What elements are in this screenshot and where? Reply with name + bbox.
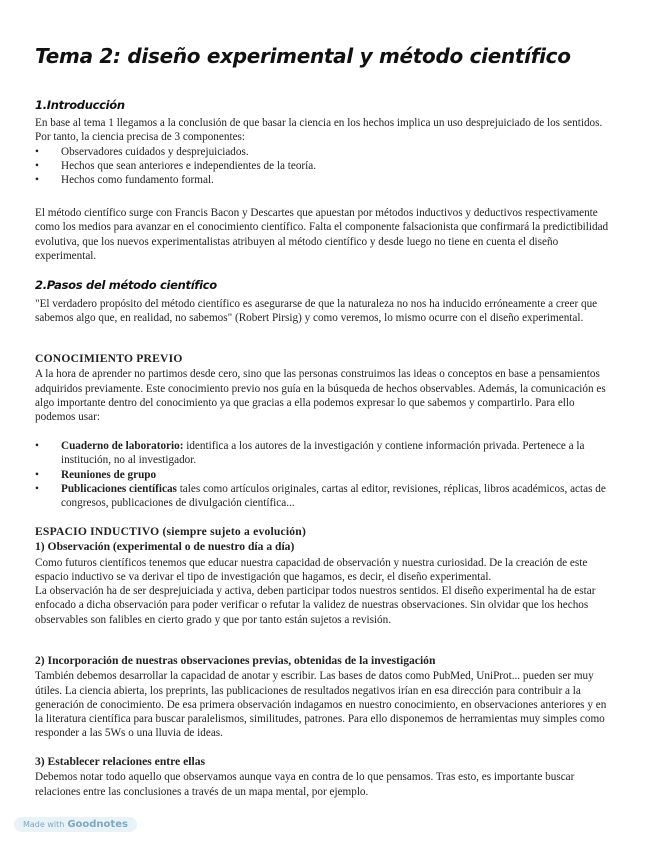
pirsig-quote: "El verdadero propósito del método científico es asegurarse de que la naturaleza no nos ha inducido erróneamente a creer que sabemos algo que, en realidad, no sabemos" (Robert Pirsig) y como veremos, lo mismo ocurre con el diseño experimental. — [35, 298, 598, 325]
observation-heading: 1) Observación (experimental o de nuestro día a día) — [35, 540, 295, 554]
goodnotes-badge — [14, 817, 137, 832]
tool-term: Cuaderno de laboratorio: — [61, 440, 184, 452]
steps-section — [35, 278, 615, 326]
steps-heading: 2.Pasos del método científico — [35, 278, 217, 292]
list-item: • Hechos como fundamento formal. — [61, 173, 615, 187]
page-title: Tema 2: diseño experimental y método científico — [35, 44, 571, 68]
intro-paragraph-2-block — [35, 206, 615, 263]
goodnotes-logo: Goodnotes — [67, 819, 128, 830]
intro-paragraph-1: En base al tema 1 llegamos a la conclusión de que basar la ciencia en los hechos implica un uso desprejuiciado de los sentidos. Por tanto, la ciencia precisa de 3 componentes: — [35, 117, 603, 144]
intro-section — [35, 98, 615, 187]
relations-heading: 3) Establecer relaciones entre ellas — [35, 755, 205, 768]
prior-knowledge-section — [35, 352, 615, 424]
tool-term: Publicaciones científicas — [61, 482, 177, 495]
made-with-label: Made with — [23, 820, 65, 829]
observation-paragraph-2: La observación ha de ser desprejuiciada y activa, deben participar todos nuestros sentidos. El diseño experimental ha de estar enfocado a dicha observación para poder verificar o refutar la validez de nuestras observaciones. Sin olvidar que los hechos observables son falibles en cierto grado y que por tanto están sujetos a revisión. — [35, 585, 596, 626]
list-item: • Hechos que sean anteriores e independientes de la teoría. — [61, 159, 615, 173]
tools-list — [35, 439, 615, 510]
prior-knowledge-paragraph: A la hora de aprender no partimos desde cero, sino que las personas construimos las ideas o conceptos en base a pensamientos adquiridos previamente. Este conocimiento previo nos guía en la búsqueda de hechos observables. Además, la comunicación es algo importante dentro del conocimiento ya que gracias a ella podemos expresar lo que sabemos y compartirlo. Para ello podemos usar: — [35, 368, 606, 424]
list-item — [61, 482, 615, 511]
list-item — [61, 439, 615, 468]
intro-heading: 1.Introducción — [35, 98, 125, 112]
intro-paragraph-2: El método científico surge con Francis Bacon y Descartes que apuestan por métodos inductivos y deductivos respectivamente como los medios para avanzar en el conocimiento científico. Falta el componente falsacionista que confirmará la predictibilidad evolutiva, que los nuevos experimentalistas atribuyen al método científico y desde luego no tiene en cuenta el diseño experimental. — [35, 207, 609, 262]
list-item — [61, 468, 615, 482]
incorporation-heading: 2) Incorporación de nuestras observaciones previas, obtenidas de la investigación — [35, 654, 436, 667]
tool-term: Reuniones de grupo — [61, 468, 157, 481]
inductive-heading: ESPACIO INDUCTIVO (siempre sujeto a evolución) — [35, 525, 307, 538]
inductive-section — [35, 525, 615, 627]
communication-tools — [35, 439, 615, 510]
incorporation-section — [35, 654, 615, 741]
tool-description: tales como artículos originales, cartas al editor, revisiones, réplicas, libros académicos, actas de congresos, publicaciones de divulgación científica... — [61, 482, 606, 510]
components-list — [35, 145, 615, 188]
list-item: • Observadores cuidados y desprejuiciados. — [61, 145, 615, 159]
relations-paragraph: Debemos notar todo aquello que observamos aunque vaya en contra de lo que pensamos. Tras esto, es importante buscar relaciones entre las conclusiones a través de un mapa mental, por ejemplo. — [35, 771, 575, 798]
observation-paragraph-1: Como futuros científicos tenemos que educar nuestra capacidad de observación y nuestra curiosidad. De la creación de este espacio inductivo se va derivar el tipo de investigación que hagamos, es decir, el diseño experimental. — [35, 556, 588, 583]
prior-knowledge-heading: CONOCIMIENTO PREVIO — [35, 352, 183, 365]
incorporation-paragraph: También debemos desarrollar la capacidad de anotar y escribir. Las bases de datos como PubMed, UniProt... pueden ser muy útiles. La ciencia abierta, los preprints, las publicaciones de resultados negativos irían en esa dirección para contribuir a la generación de conocimiento. De esa primera observación indagamos en nuestro conocimiento, en observaciones anteriores y en la literatura científica para buscar paralelismos, similitudes, patrones. Para ello disponemos de herramientas muy simples como responder a las 5Ws o una lluvia de ideas. — [35, 670, 607, 740]
relations-section — [35, 755, 615, 799]
tool-description: identifica a los autores de la investigación y contiene información privada. Pertenece a la institución, no al investigador. — [61, 440, 585, 467]
